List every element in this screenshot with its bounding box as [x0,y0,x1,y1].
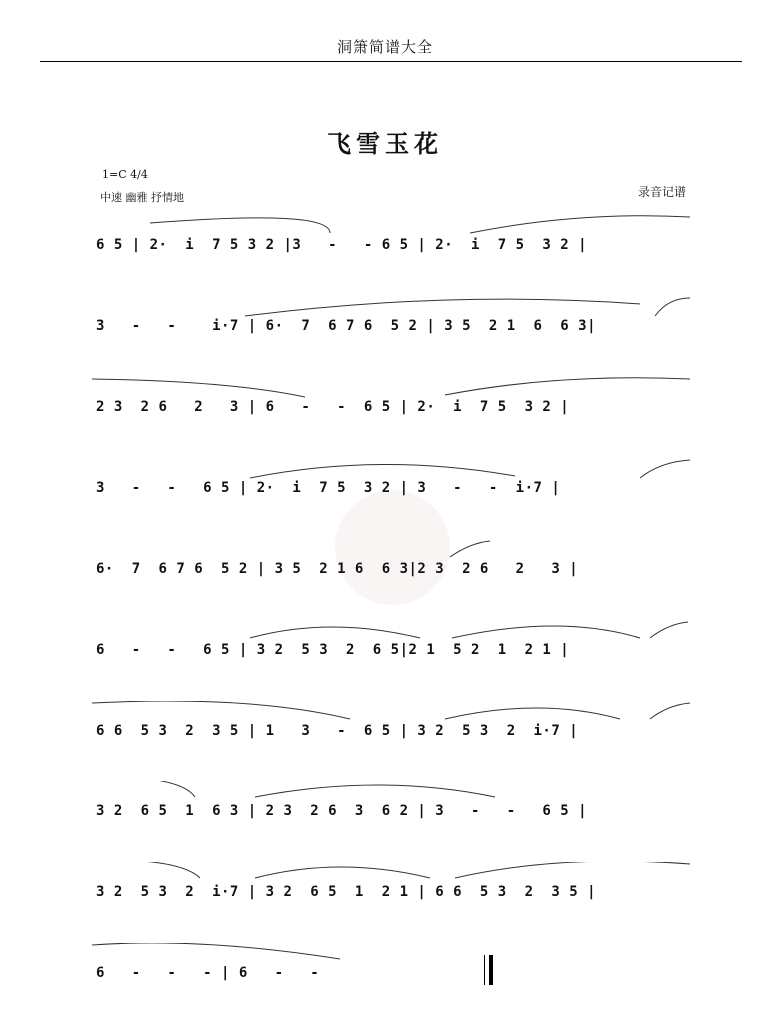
notation-text: 6· 7 6 7 6 5 2 | 3 5 2 1 6 6 3|2 3 2 6 2 3 | [96,561,579,577]
notation-line-8 [0,781,770,841]
notation-text: 3 - - 6 5 | 2· i 7 5 3 2 | 3 - - i·7 | [96,480,561,496]
notation-text: 6 5 | 2· i 7 5 3 2 |3 - - 6 5 | 2· i 7 5 3 2 | [96,237,588,253]
notation-line-3 [0,377,770,437]
final-barline-thin [484,955,485,985]
notation-line-1 [0,215,770,275]
notation-text: 6 6 5 3 2 3 5 | 1 3 - 6 5 | 3 2 5 3 2 i·7 | [96,723,579,739]
notation-text: 3 2 6 5 1 6 3 | 2 3 2 6 3 6 2 | 3 - - 6 5 | [96,803,588,819]
notation-text: 3 2 5 3 2 i·7 | 3 2 6 5 1 2 1 | 6 6 5 3 2 3 5 | [96,884,597,900]
notation-line-9 [0,862,770,922]
source-note: 录音记谱 [637,185,686,199]
notation-line-10 [0,943,770,1003]
final-barline-thick [489,955,493,985]
book-title: 洞箫简谱大全 [336,38,433,56]
notation-text: 2 3 2 6 2 3 | 6 - - 6 5 | 2· i 7 5 3 2 | [96,399,570,415]
notation-text: 3 - - i·7 | 6· 7 6 7 6 5 2 | 3 5 2 1 6 6 3| [96,318,597,334]
notation-line-2 [0,296,770,356]
notation-line-7 [0,701,770,761]
notation-line-4 [0,458,770,518]
notation-text: 6 - - - | 6 - - [96,965,320,981]
key-signature: 1=C 4/4 [102,168,148,181]
notation-line-6 [0,620,770,680]
song-title: 飞雪玉花 [327,129,443,158]
header-divider [40,61,742,62]
notation-line-5 [0,539,770,599]
notation-text: 6 - - 6 5 | 3 2 5 3 2 6 5|2 1 5 2 1 2 1 | [96,642,570,658]
tempo-marking: 中速 幽雅 抒情地 [100,191,184,204]
